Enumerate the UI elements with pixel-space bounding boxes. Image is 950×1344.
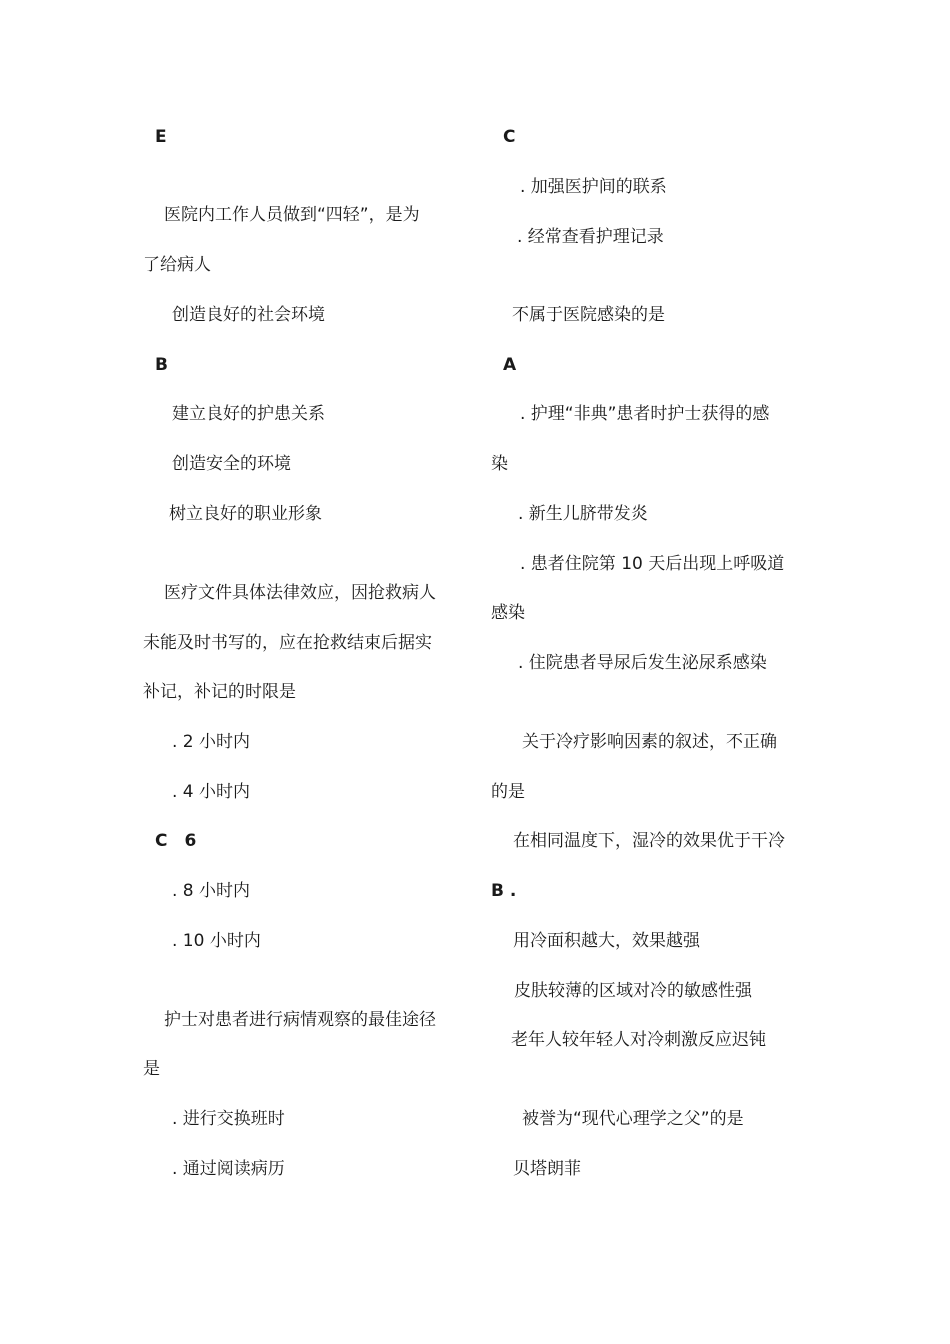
question-text: 的是 bbox=[491, 782, 525, 802]
answer-option: . 患者住院第 10 天后出现上呼吸道 bbox=[520, 554, 785, 574]
answer-option: 树立良好的职业形象 bbox=[169, 504, 322, 524]
answer-option: . 2 小时内 bbox=[172, 732, 251, 752]
question-text: 医疗文件具体法律效应，因抢救病人 bbox=[164, 583, 436, 603]
answer-option: 染 bbox=[491, 454, 508, 474]
answer-option: . 住院患者导尿后发生泌尿系感染 bbox=[518, 653, 767, 673]
answer-option: C 6 bbox=[155, 831, 197, 851]
answer-option: . 进行交换班时 bbox=[172, 1109, 285, 1129]
answer-option: . 经常查看护理记录 bbox=[517, 227, 664, 247]
question-text: 未能及时书写的，应在抢救结束后据实 bbox=[143, 633, 432, 653]
question-text: 不属于医院感染的是 bbox=[512, 305, 665, 325]
question-text: 被誉为“现代心理学之父”的是 bbox=[522, 1109, 744, 1129]
option-marker-c: C bbox=[503, 127, 516, 147]
answer-option: 感染 bbox=[491, 603, 525, 623]
answer-option: . 8 小时内 bbox=[172, 881, 251, 901]
answer-option: 创造安全的环境 bbox=[172, 454, 291, 474]
question-text: 护士对患者进行病情观察的最佳途径 bbox=[164, 1010, 436, 1030]
option-marker-b: B . bbox=[491, 881, 517, 901]
question-text: 补记，补记的时限是 bbox=[143, 682, 296, 702]
question-text: 医院内工作人员做到“四轻”，是为 bbox=[164, 205, 420, 225]
answer-option: 创造良好的社会环境 bbox=[172, 305, 325, 325]
answer-option: 老年人较年轻人对冷刺激反应迟钝 bbox=[511, 1030, 766, 1050]
answer-option: . 通过阅读病历 bbox=[172, 1159, 285, 1179]
answer-option: . 4 小时内 bbox=[172, 782, 251, 802]
answer-option: 贝塔朗菲 bbox=[513, 1159, 581, 1179]
answer-option: . 护理“非典”患者时护士获得的感 bbox=[520, 404, 770, 424]
option-marker-a: A bbox=[503, 355, 517, 375]
answer-option: . 新生儿脐带发炎 bbox=[518, 504, 648, 524]
question-text: 了给病人 bbox=[143, 255, 211, 275]
answer-option: . 加强医护间的联系 bbox=[520, 177, 667, 197]
answer-option: . 10 小时内 bbox=[172, 931, 261, 951]
answer-option: 皮肤较薄的区域对冷的敏感性强 bbox=[514, 981, 752, 1001]
option-marker-b: B bbox=[155, 355, 168, 375]
question-text: 是 bbox=[143, 1059, 160, 1079]
answer-option: 建立良好的护患关系 bbox=[172, 404, 325, 424]
option-marker-e: E bbox=[155, 127, 167, 147]
question-text: 关于冷疗影响因素的叙述，不正确 bbox=[522, 732, 777, 752]
answer-option: 在相同温度下，湿冷的效果优于干冷 bbox=[513, 831, 785, 851]
answer-option: 用冷面积越大，效果越强 bbox=[513, 931, 700, 951]
